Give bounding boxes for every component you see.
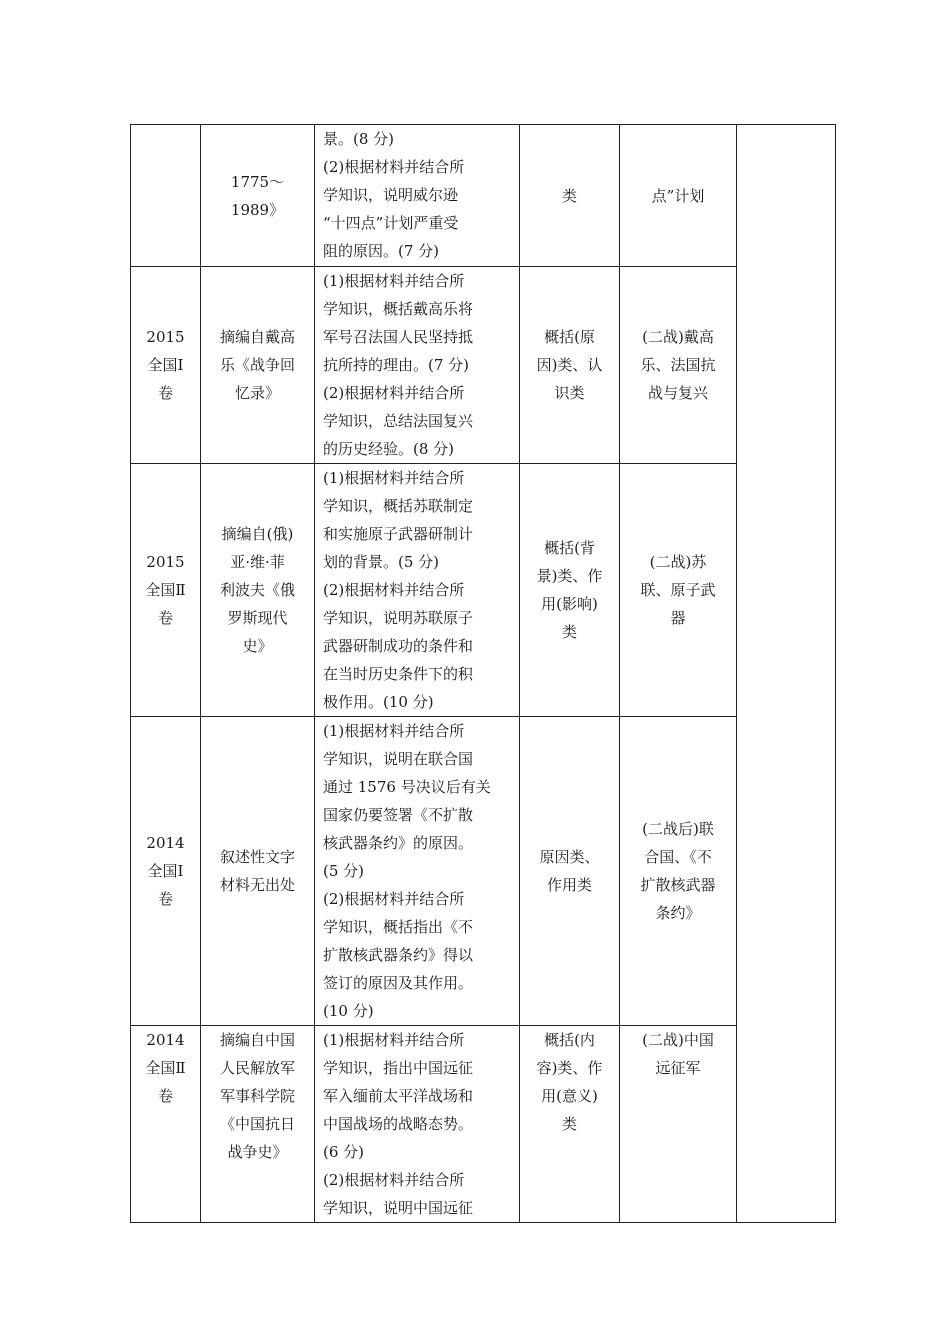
question-cell-line: (2)根据材料并结合所 <box>323 581 465 599</box>
question-cell-line: 学知识，说明在联合国 <box>323 750 474 768</box>
exam-year-cell-line: 全国Ⅰ <box>147 862 184 880</box>
topic-cell-line: 器 <box>670 609 686 627</box>
question-type-cell-line: 容)类、作 <box>536 1059 603 1077</box>
topic-cell-line: (二战)戴高 <box>642 328 714 346</box>
question-cell-line: (10 分) <box>323 1002 374 1020</box>
exam-year-cell-line: 2014 <box>146 1031 185 1049</box>
question-type-cell-line: 类 <box>561 1115 577 1133</box>
question-type-cell-line: 概括(原 <box>544 328 595 346</box>
exam-year-cell <box>131 125 201 267</box>
exam-year-cell-line: 卷 <box>157 609 173 627</box>
question-cell-line: (2)根据材料并结合所 <box>323 1171 465 1189</box>
topic-cell-line: 扩散核武器 <box>640 876 716 894</box>
exam-year-cell <box>131 717 201 1026</box>
question-cell-line: (1)根据材料并结合所 <box>323 722 465 740</box>
question-type-cell-line: 原因类、 <box>539 848 600 866</box>
exam-year-cell <box>131 464 201 717</box>
topic-cell-line: (二战后)联 <box>642 820 714 838</box>
material-source-cell-line: 摘编自戴高 <box>219 328 295 346</box>
question-cell-line: (2)根据材料并结合所 <box>323 158 465 176</box>
question-cell-line: 核武器条约》的原因。 <box>323 834 474 852</box>
topic-cell-line: (二战)中国 <box>642 1031 714 1049</box>
material-source-cell-line: 军事科学院 <box>219 1087 295 1105</box>
material-source-cell-line: 1775～ <box>230 172 285 191</box>
topic-cell <box>620 464 737 717</box>
material-source-cell-line: 叙述性文字 <box>219 848 295 866</box>
question-cell-line: 景。(8 分) <box>323 130 395 148</box>
question-cell-line: 抗所持的理由。(7 分) <box>323 356 470 374</box>
question-type-cell-line: 因)类、认 <box>536 356 603 374</box>
exam-year-cell <box>131 1026 201 1223</box>
question-cell <box>315 267 520 464</box>
question-type-cell-line: 用(影响) <box>541 595 598 613</box>
topic-cell-line: 联、原子武 <box>640 581 716 599</box>
empty-remarks-cell <box>737 125 836 1223</box>
material-source-cell <box>201 267 315 464</box>
material-source-cell <box>201 125 315 267</box>
material-source-cell-line: 亚·维·菲 <box>230 553 285 571</box>
question-cell-line: 学知识，指出中国远征 <box>323 1059 474 1077</box>
exam-year-cell-line: 卷 <box>157 384 173 402</box>
question-type-cell-line: 概括(内 <box>544 1031 595 1049</box>
question-type-cell-line: 概括(背 <box>544 539 595 557</box>
question-cell <box>315 1026 520 1223</box>
question-cell-line: (6 分) <box>323 1143 365 1161</box>
question-cell-line: 学知识，说明威尔逊 <box>323 186 459 204</box>
material-source-cell <box>201 717 315 1026</box>
table-row <box>131 125 836 267</box>
topic-cell <box>620 125 737 267</box>
topic-cell <box>620 717 737 1026</box>
question-cell <box>315 717 520 1026</box>
table-row <box>131 1026 836 1223</box>
exam-year-cell-line: 2015 <box>146 328 185 346</box>
question-type-cell-line: 作用类 <box>546 876 592 894</box>
question-type-cell-line: 类 <box>561 186 577 205</box>
question-cell-line: 通过 1576 号决议后有关 <box>323 778 491 796</box>
question-type-cell-line: 景)类、作 <box>536 567 603 585</box>
topic-cell-line: 合国、《不 <box>644 848 712 866</box>
material-source-cell-line: 摘编自中国 <box>219 1031 295 1049</box>
material-source-cell-line: 史》 <box>242 637 273 655</box>
question-cell-line: 中国战场的战略态势。 <box>323 1115 474 1133</box>
topic-cell-line: 战与复兴 <box>647 384 708 402</box>
exam-year-cell-line: 2015 <box>146 553 185 571</box>
exam-year-cell-line: 2014 <box>146 834 185 852</box>
question-cell-line: 阻的原因。(7 分) <box>323 242 440 260</box>
question-type-cell-line: 类 <box>561 623 577 641</box>
exam-year-cell-line: 全国Ⅰ <box>147 356 184 374</box>
topic-cell <box>620 1026 737 1223</box>
question-type-cell-line: 用(意义) <box>541 1087 598 1105</box>
question-cell-line: 在当时历史条件下的积 <box>323 665 474 683</box>
material-source-cell-line: 战争史》 <box>227 1143 288 1161</box>
exam-year-cell-line: 卷 <box>157 890 173 908</box>
question-cell-line: 学知识，概括戴高乐将 <box>323 300 474 318</box>
question-type-cell <box>520 464 620 717</box>
exam-analysis-table <box>130 124 836 1223</box>
question-cell <box>315 125 520 267</box>
question-type-cell-line: 识类 <box>554 384 585 402</box>
question-type-cell <box>520 1026 620 1223</box>
question-cell-line: (5 分) <box>323 862 365 880</box>
question-cell-line: (2)根据材料并结合所 <box>323 384 465 402</box>
question-cell-line: 极作用。(10 分) <box>323 693 434 711</box>
question-cell-line: (1)根据材料并结合所 <box>323 469 465 487</box>
question-type-cell <box>520 267 620 464</box>
topic-cell-line: 条约》 <box>655 904 701 922</box>
material-source-cell <box>201 464 315 717</box>
question-cell-line: 学知识，概括苏联制定 <box>323 497 474 515</box>
exam-year-cell-line: 全国Ⅱ <box>145 581 186 599</box>
material-source-cell-line: 乐《战争回 <box>219 356 295 374</box>
exam-year-cell-line: 卷 <box>157 1087 173 1105</box>
material-source-cell-line: 《中国抗日 <box>219 1115 295 1133</box>
material-source-cell-line: 利波夫《俄 <box>219 581 295 599</box>
material-source-cell-line: 摘编自(俄) <box>221 525 294 543</box>
exam-year-cell <box>131 267 201 464</box>
question-type-cell <box>520 125 620 267</box>
question-cell-line: 军入缅前太平洋战场和 <box>323 1087 474 1105</box>
topic-cell-line: 乐、法国抗 <box>640 356 716 374</box>
topic-cell-line: 远征军 <box>655 1059 701 1077</box>
question-cell-line: 学知识，说明苏联原子 <box>323 609 474 627</box>
question-cell-line: (2)根据材料并结合所 <box>323 890 465 908</box>
material-source-cell-line: 1989》 <box>230 200 285 219</box>
material-source-cell <box>201 1026 315 1223</box>
material-source-cell-line: 人民解放军 <box>219 1059 295 1077</box>
topic-cell-line: (二战)苏 <box>649 553 707 571</box>
question-cell-line: 军号召法国人民坚持抵 <box>323 328 474 346</box>
question-cell-line: 扩散核武器条约》得以 <box>323 946 474 964</box>
question-cell-line: 签订的原因及其作用。 <box>323 974 474 992</box>
question-cell-line: 国家仍要签署《不扩散 <box>323 806 474 824</box>
question-type-cell <box>520 717 620 1026</box>
question-cell-line: (1)根据材料并结合所 <box>323 1031 465 1049</box>
table-row <box>131 464 836 717</box>
question-cell-line: 学知识，说明中国远征 <box>323 1199 474 1217</box>
question-cell-line: 学知识，概括指出《不 <box>323 918 474 936</box>
question-cell <box>315 464 520 717</box>
question-cell-line: 划的背景。(5 分) <box>323 553 440 571</box>
topic-cell <box>620 267 737 464</box>
question-cell-line: 的历史经验。(8 分) <box>323 440 455 458</box>
question-cell-line: 武器研制成功的条件和 <box>323 637 474 655</box>
material-source-cell-line: 材料无出处 <box>219 876 295 894</box>
material-source-cell-line: 忆录》 <box>234 384 280 402</box>
exam-year-cell-line: 全国Ⅱ <box>145 1059 186 1077</box>
table-row <box>131 717 836 1026</box>
material-source-cell-line: 罗斯现代 <box>227 609 288 627</box>
question-cell-line: “十四点”计划严重受 <box>323 214 459 232</box>
table-row <box>131 267 836 464</box>
question-cell-line: 学知识，总结法国复兴 <box>323 412 474 430</box>
topic-cell-line: 点”计划 <box>651 186 705 205</box>
question-cell-line: 和实施原子武器研制计 <box>323 525 474 543</box>
question-cell-line: (1)根据材料并结合所 <box>323 272 465 290</box>
